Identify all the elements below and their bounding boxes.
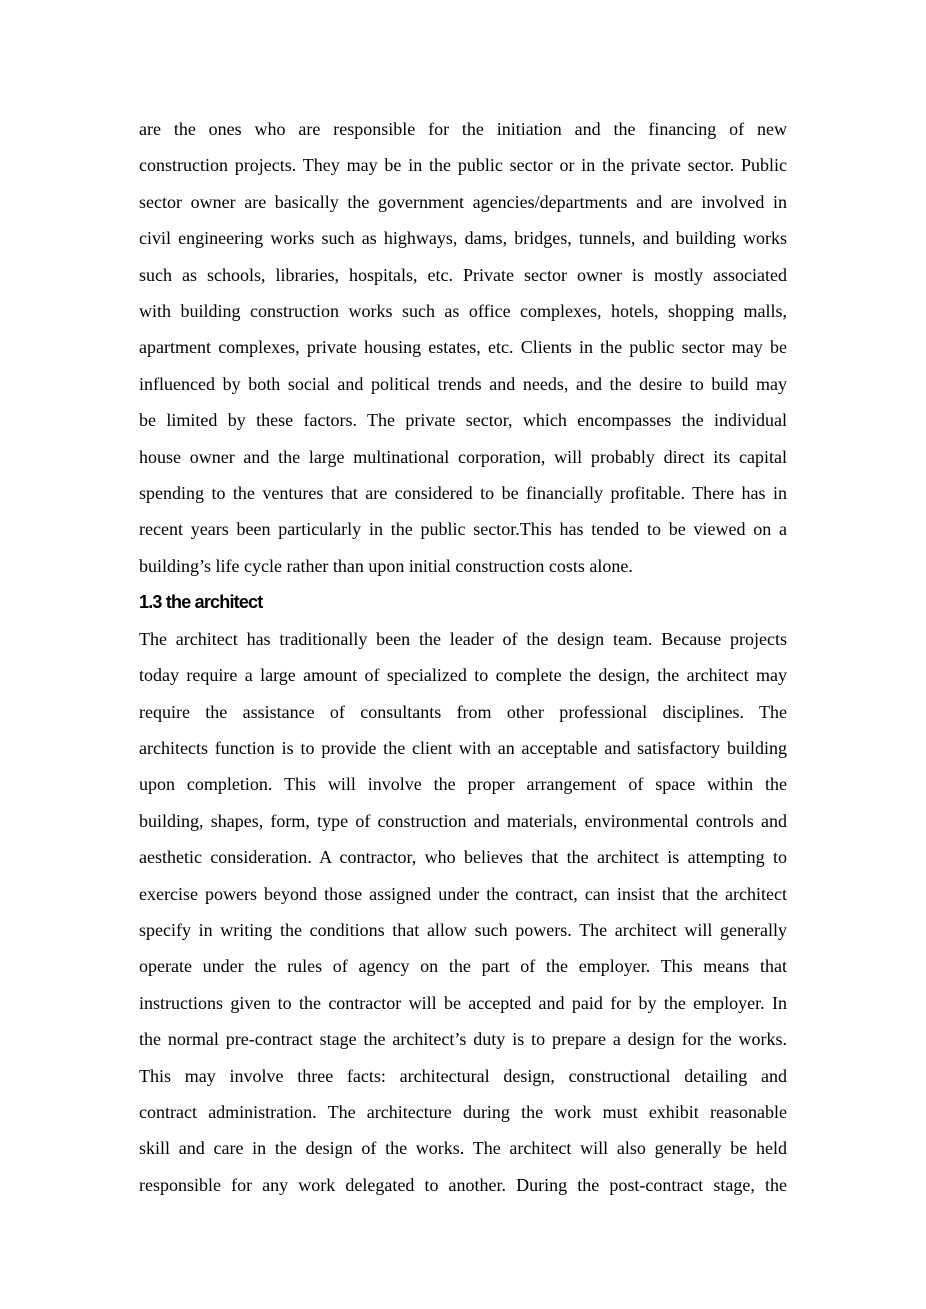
text-line: house owner and the large multinational corporation, will probably direct its capital bbox=[139, 446, 787, 467]
text-line: This may involve three facts: architectural design, constructional detailing and bbox=[139, 1065, 787, 1086]
text-line: today require a large amount of specialized to complete the design, the architect may bbox=[139, 665, 787, 686]
paragraph-architect bbox=[139, 621, 787, 1204]
text-line: instructions given to the contractor will be accepted and paid for by the employer. In bbox=[139, 992, 787, 1013]
text-line: contract administration. The architecture during the work must exhibit reasonable bbox=[139, 1101, 787, 1122]
text-line: spending to the ventures that are considered to be financially profitable. There has in bbox=[139, 483, 787, 504]
section-heading: 1.3 the architect bbox=[139, 592, 263, 613]
text-line: skill and care in the design of the works. The architect will also generally be held bbox=[139, 1138, 787, 1159]
paragraph-project-owners bbox=[139, 111, 787, 584]
text-line: require the assistance of consultants from other professional disciplines. The bbox=[139, 701, 787, 722]
text-line: recent years been particularly in the public sector.This has tended to be viewed on a bbox=[139, 519, 787, 540]
text-line: building, shapes, form, type of construction and materials, environmental controls and bbox=[139, 810, 787, 831]
text-line: architects function is to provide the client with an acceptable and satisfactory building bbox=[139, 737, 787, 758]
text-line: construction projects. They may be in the public sector or in the private sector. Public bbox=[139, 155, 787, 176]
text-line: sector owner are basically the government agencies/departments and are involved in bbox=[139, 191, 787, 212]
text-line: apartment complexes, private housing estates, etc. Clients in the public sector may be bbox=[139, 337, 787, 358]
text-line: such as schools, libraries, hospitals, etc. Private sector owner is mostly associated bbox=[139, 264, 787, 285]
text-line: civil engineering works such as highways, dams, bridges, tunnels, and building works bbox=[139, 228, 787, 249]
text-line: The architect has traditionally been the leader of the design team. Because projects bbox=[139, 628, 787, 649]
text-line: exercise powers beyond those assigned under the contract, can insist that the architect bbox=[139, 883, 787, 904]
text-line: operate under the rules of agency on the part of the employer. This means that bbox=[139, 956, 787, 977]
text-line: influenced by both social and political trends and needs, and the desire to build may bbox=[139, 373, 787, 394]
text-line: with building construction works such as office complexes, hotels, shopping malls, bbox=[139, 301, 787, 322]
text-line: be limited by these factors. The private sector, which encompasses the individual bbox=[139, 410, 787, 431]
text-line: building’s life cycle rather than upon initial construction costs alone. bbox=[139, 555, 633, 576]
text-line: aesthetic consideration. A contractor, who believes that the architect is attempting to bbox=[139, 847, 787, 868]
text-line: are the ones who are responsible for the initiation and the financing of new bbox=[139, 119, 787, 139]
text-line: specify in writing the conditions that allow such powers. The architect will generally bbox=[139, 919, 787, 940]
text-line: responsible for any work delegated to another. During the post-contract stage, the bbox=[139, 1174, 787, 1195]
text-line: the normal pre-contract stage the architect’s duty is to prepare a design for the works. bbox=[139, 1029, 787, 1050]
text-line: upon completion. This will involve the proper arrangement of space within the bbox=[139, 774, 787, 795]
